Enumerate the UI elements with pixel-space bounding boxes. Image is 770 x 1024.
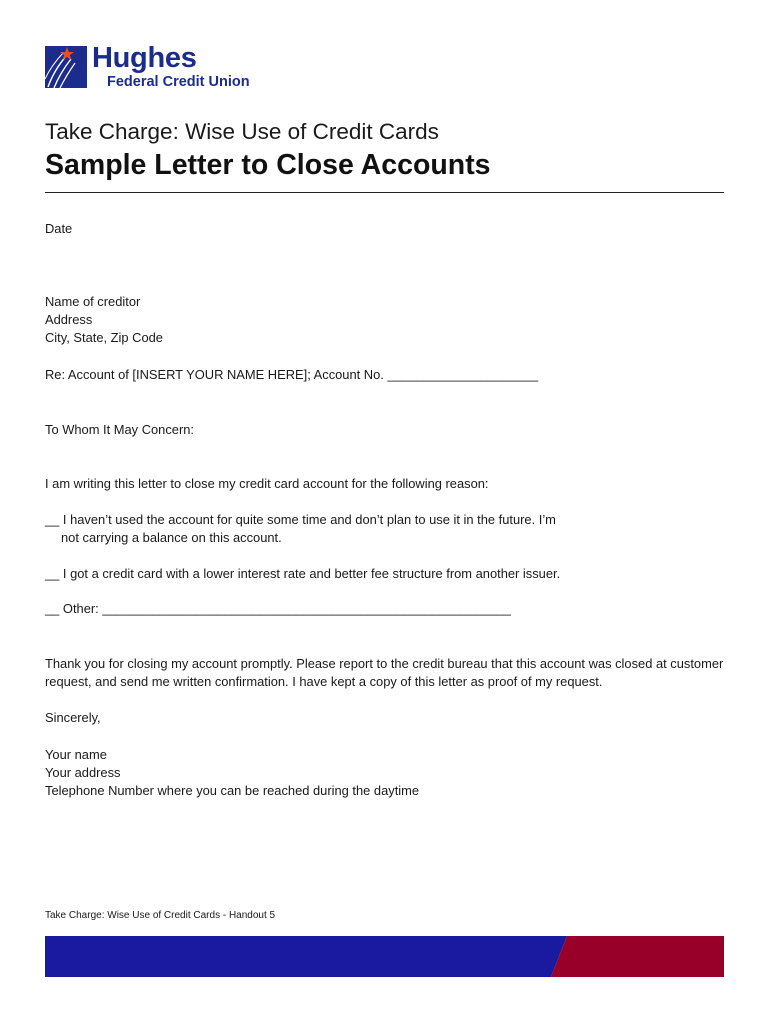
signature-address: Your address [45, 765, 121, 780]
reason-line: __ I got a credit card with a lower interest rate and better fee structure from another issuer. [45, 566, 561, 581]
footer-text: Take Charge: Wise Use of Credit Cards - Handout 5 [45, 910, 276, 921]
signoff: Sincerely, [45, 710, 101, 725]
recipient-name: Name of creditor [45, 294, 141, 309]
recipient-address: Address [45, 312, 93, 327]
footer-band-red [551, 936, 724, 977]
closing-line: request, and send me written confirmation. I have kept a copy of this letter as proof of my request. [45, 674, 603, 689]
logo-name: Hughes [92, 42, 197, 74]
title-divider [45, 192, 724, 193]
page-title: Sample Letter to Close Accounts [45, 149, 491, 181]
reason-line: __ Other: _________________________________________________________ [45, 601, 511, 616]
signature-name: Your name [45, 747, 107, 762]
signature-phone: Telephone Number where you can be reached during the daytime [45, 783, 420, 798]
footer-color-band [45, 936, 724, 977]
page-subtitle: Take Charge: Wise Use of Credit Cards [45, 119, 439, 144]
date-line: Date [45, 221, 73, 236]
re-line: Re: Account of [INSERT YOUR NAME HERE]; Account No. _____________________ [45, 367, 539, 382]
reason-line: not carrying a balance on this account. [61, 530, 282, 545]
shooting-star-icon [45, 46, 87, 88]
closing-line: Thank you for closing my account promptly. Please report to the credit bureau that this account was closed at customer [45, 656, 724, 671]
recipient-city-state-zip: City, State, Zip Code [45, 330, 163, 345]
footer-band-blue [45, 936, 567, 977]
salutation: To Whom It May Concern: [45, 422, 195, 437]
reason-line: __ I haven’t used the account for quite some time and don’t plan to use it in the future. I’m [45, 512, 556, 527]
intro-paragraph: I am writing this letter to close my credit card account for the following reason: [45, 476, 489, 491]
logo-subname: Federal Credit Union [107, 74, 250, 90]
